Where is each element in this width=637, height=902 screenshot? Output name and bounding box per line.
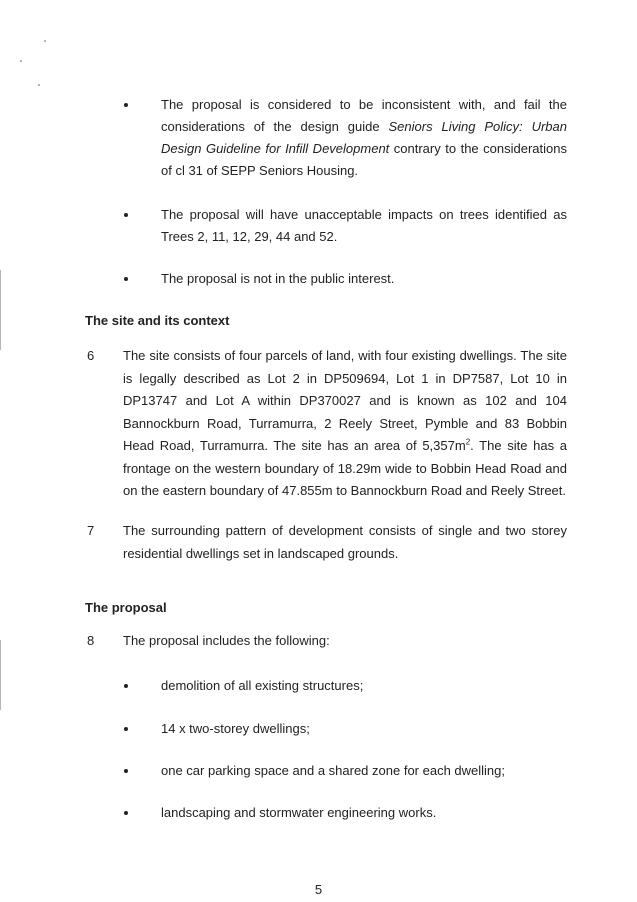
page-number: 5 [314,882,323,897]
list-item-text: 14 x two-storey dwellings; [161,721,310,736]
bullet-icon [124,769,128,773]
list-item-text: The proposal will have unacceptable impacts on trees identified as Trees 2, 11, 12, 29, 44 and 52. [161,207,567,244]
bullet-icon [124,811,128,815]
scan-speck [44,40,46,42]
paragraph-8-text: The proposal includes the following: [123,633,330,648]
section-heading-proposal: The proposal [85,600,167,615]
scan-edge-mark [0,640,1,710]
bullet-icon [124,727,128,731]
paragraph-number: 7 [87,523,95,538]
paragraph-7-text: The surrounding pattern of development consists of single and two storey residential dwellings set in landscaped grounds. [123,523,567,561]
bullet-icon [124,684,128,688]
paragraph-6-text: The site consists of four parcels of land, with four existing dwellings. The site is legally described as Lot 2 in DP509694, Lot 1 in DP7587, Lot 10 in DP13747 and Lot A within DP370027 and is known as 102 and 104 Bannockburn Road, Turramurra, 2 Reely Street, Pymble and 83 Bobbin Head Road, Turramurra. The site has an area of $5,357m^2$. The site has a frontage on the western boundary of 18.29m wide to Bobbin Head Road and on the eastern boundary of 47.855m to Bannockburn Road and Reely Street. [123,348,567,498]
paragraph-number: 6 [87,348,95,363]
scan-speck [20,60,22,62]
list-item-text: demolition of all existing structures; [161,678,364,693]
bullet-icon [124,103,128,107]
section-heading-site: The site and its context [85,313,230,328]
list-item-text: The proposal is considered to be inconsistent with, and fail the considerations of the design guide Seniors Living Policy: Urban Design Guideline for Infill Development contrary to the considerations of cl 31 of SEPP Seniors Housing. [161,97,567,178]
list-item-text: landscaping and stormwater engineering works. [161,805,437,820]
scan-speck [38,84,40,86]
scan-edge-mark [0,270,1,350]
bullet-icon [124,213,128,217]
list-item-text: one car parking space and a shared zone for each dwelling; [161,763,505,778]
paragraph-number: 8 [87,633,95,648]
bullet-icon [124,277,128,281]
list-item-text: The proposal is not in the public interest. [161,271,395,286]
